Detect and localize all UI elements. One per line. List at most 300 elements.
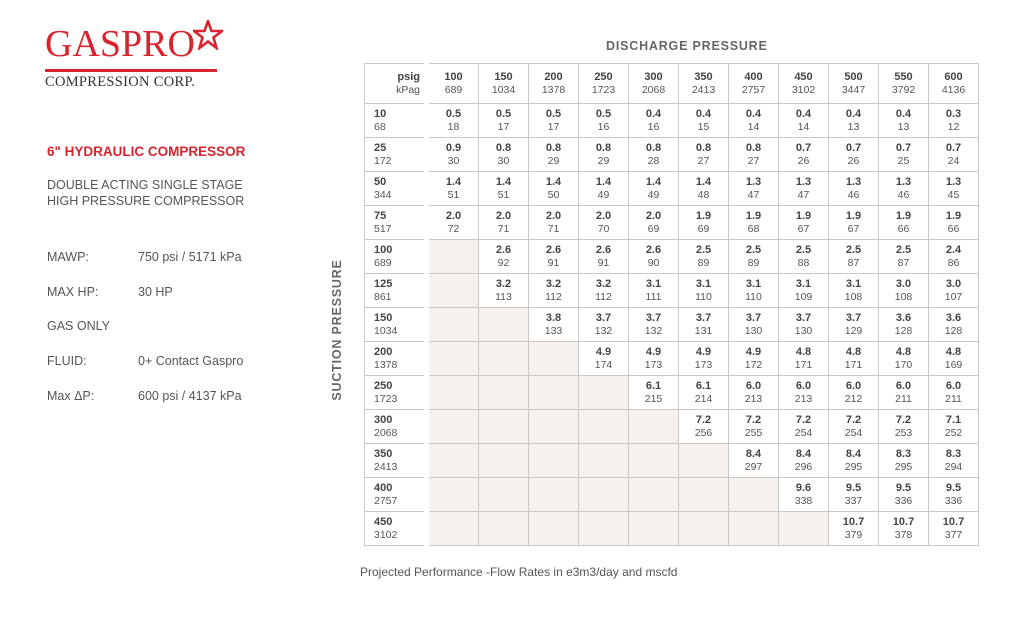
column-kpag: 689 xyxy=(444,83,463,96)
flow-e3m3: 0.8 xyxy=(645,141,662,154)
flow-e3m3: 0.4 xyxy=(895,107,912,120)
table-row xyxy=(365,376,979,410)
flow-e3m3: 2.4 xyxy=(945,243,962,256)
flow-e3m3: 4.9 xyxy=(745,345,762,358)
flow-mscfd: 45 xyxy=(947,188,960,201)
flow-cell xyxy=(427,138,479,172)
flow-mscfd: 51 xyxy=(447,188,460,201)
row-psig: 250 xyxy=(374,379,393,392)
flow-e3m3: 0.5 xyxy=(595,107,612,120)
flow-mscfd: 46 xyxy=(897,188,910,201)
flow-mscfd: 212 xyxy=(844,392,863,405)
flow-mscfd: 214 xyxy=(694,392,713,405)
flow-mscfd: 108 xyxy=(844,290,863,303)
column-kpag: 2413 xyxy=(691,83,716,96)
flow-e3m3: 0.5 xyxy=(545,107,562,120)
row-psig: 75 xyxy=(374,209,387,222)
flow-mscfd: 29 xyxy=(597,154,610,167)
flow-e3m3: 1.9 xyxy=(745,209,762,222)
flow-e3m3: 3.7 xyxy=(595,311,612,324)
flow-cell xyxy=(479,206,529,240)
flow-e3m3: 3.7 xyxy=(745,311,762,324)
flow-mscfd: 30 xyxy=(447,154,460,167)
row-header xyxy=(365,172,427,206)
column-kpag: 3102 xyxy=(791,83,816,96)
flow-cell xyxy=(779,410,829,444)
row-header xyxy=(365,240,427,274)
description-line-2: HIGH PRESSURE COMPRESSOR xyxy=(47,193,245,208)
flow-cell xyxy=(529,104,579,138)
flow-e3m3: 2.5 xyxy=(745,243,762,256)
flow-mscfd: 17 xyxy=(497,120,510,133)
spec-value: 600 psi / 4137 kPa xyxy=(138,389,242,403)
flow-mscfd: 379 xyxy=(844,528,863,541)
flow-cell xyxy=(529,240,579,274)
flow-cell xyxy=(629,138,679,172)
flow-e3m3: 8.3 xyxy=(895,447,912,460)
flow-cell xyxy=(729,308,779,342)
flow-cell xyxy=(879,172,929,206)
row-header xyxy=(365,512,427,546)
flow-e3m3: 0.8 xyxy=(545,141,562,154)
row-kpag: 344 xyxy=(374,188,392,201)
flow-e3m3: 7.2 xyxy=(695,413,712,426)
flow-cell xyxy=(427,104,479,138)
flow-e3m3: 8.4 xyxy=(795,447,812,460)
flow-cell xyxy=(729,342,779,376)
flow-mscfd: 66 xyxy=(897,222,910,235)
flow-cell xyxy=(679,206,729,240)
spec-label: MAX HP: xyxy=(47,285,99,299)
flow-mscfd: 49 xyxy=(647,188,660,201)
flow-cell xyxy=(729,240,779,274)
flow-e3m3: 1.9 xyxy=(845,209,862,222)
row-psig: 50 xyxy=(374,175,387,188)
flow-cell xyxy=(779,342,829,376)
flow-mscfd: 171 xyxy=(844,358,863,371)
column-header xyxy=(729,64,779,104)
spec-label: Max ΔP: xyxy=(47,389,95,403)
flow-mscfd: 128 xyxy=(944,324,963,337)
flow-mscfd: 111 xyxy=(645,290,662,303)
flow-e3m3: 3.1 xyxy=(845,277,862,290)
flow-e3m3: 4.8 xyxy=(895,345,912,358)
table-row xyxy=(365,138,979,172)
flow-mscfd: 51 xyxy=(497,188,510,201)
empty-cell xyxy=(529,444,579,478)
flow-cell xyxy=(879,206,929,240)
flow-cell xyxy=(929,512,979,546)
column-kpag: 3447 xyxy=(841,83,866,96)
row-header xyxy=(365,206,427,240)
flow-cell xyxy=(879,444,929,478)
flow-cell xyxy=(579,138,629,172)
flow-e3m3: 0.9 xyxy=(445,141,462,154)
flow-mscfd: 91 xyxy=(597,256,610,269)
flow-cell xyxy=(929,342,979,376)
flow-e3m3: 1.9 xyxy=(695,209,712,222)
flow-e3m3: 1.4 xyxy=(495,175,512,188)
flow-mscfd: 29 xyxy=(547,154,560,167)
empty-cell xyxy=(579,444,629,478)
row-psig: 150 xyxy=(374,311,393,324)
flow-mscfd: 91 xyxy=(547,256,560,269)
flow-e3m3: 0.4 xyxy=(795,107,812,120)
flow-cell xyxy=(629,342,679,376)
flow-cell xyxy=(479,138,529,172)
empty-cell xyxy=(479,410,529,444)
flow-cell xyxy=(729,104,779,138)
flow-mscfd: 110 xyxy=(745,290,762,303)
flow-cell xyxy=(729,376,779,410)
row-psig: 200 xyxy=(374,345,393,358)
column-psig: 150 xyxy=(494,70,513,83)
flow-e3m3: 10.7 xyxy=(892,515,915,528)
column-header xyxy=(929,64,979,104)
column-psig: 400 xyxy=(744,70,763,83)
flow-cell xyxy=(929,104,979,138)
column-kpag: 1034 xyxy=(491,83,516,96)
row-header xyxy=(365,274,427,308)
flow-mscfd: 108 xyxy=(894,290,913,303)
row-psig: 300 xyxy=(374,413,393,426)
row-kpag: 1034 xyxy=(374,324,398,337)
flow-cell xyxy=(629,206,679,240)
flow-mscfd: 46 xyxy=(847,188,860,201)
flow-e3m3: 0.7 xyxy=(895,141,912,154)
empty-cell xyxy=(629,512,679,546)
flow-mscfd: 337 xyxy=(844,494,863,507)
flow-mscfd: 133 xyxy=(544,324,563,337)
flow-e3m3: 0.3 xyxy=(945,107,962,120)
flow-cell xyxy=(629,104,679,138)
flow-cell xyxy=(579,274,629,308)
column-kpag: 2068 xyxy=(641,83,666,96)
flow-e3m3: 2.5 xyxy=(695,243,712,256)
row-header xyxy=(365,478,427,512)
flow-cell xyxy=(879,410,929,444)
flow-e3m3: 3.2 xyxy=(495,277,512,290)
flow-e3m3: 9.5 xyxy=(895,481,912,494)
flow-cell xyxy=(829,240,879,274)
flow-mscfd: 13 xyxy=(847,120,860,133)
flow-e3m3: 2.0 xyxy=(645,209,662,222)
flow-mscfd: 378 xyxy=(894,528,913,541)
unit-header xyxy=(365,64,427,104)
empty-cell xyxy=(427,512,479,546)
empty-cell xyxy=(427,444,479,478)
table-row xyxy=(365,444,979,478)
flow-mscfd: 92 xyxy=(497,256,510,269)
flow-e3m3: 3.7 xyxy=(645,311,662,324)
flow-mscfd: 336 xyxy=(944,494,963,507)
column-kpag: 1378 xyxy=(541,83,566,96)
empty-cell xyxy=(679,444,729,478)
flow-e3m3: 3.7 xyxy=(795,311,812,324)
flow-mscfd: 49 xyxy=(597,188,610,201)
flow-cell xyxy=(779,308,829,342)
flow-e3m3: 2.0 xyxy=(495,209,512,222)
flow-cell xyxy=(679,376,729,410)
empty-cell xyxy=(629,444,679,478)
column-header xyxy=(479,64,529,104)
flow-cell xyxy=(879,342,929,376)
empty-cell xyxy=(579,410,629,444)
flow-e3m3: 1.4 xyxy=(445,175,462,188)
flow-mscfd: 16 xyxy=(647,120,660,133)
column-header xyxy=(679,64,729,104)
flow-e3m3: 6.0 xyxy=(895,379,912,392)
spec-max-dp xyxy=(47,389,242,403)
spec-label: GAS ONLY xyxy=(47,319,110,333)
flow-mscfd: 14 xyxy=(747,120,760,133)
flow-mscfd: 297 xyxy=(744,460,763,473)
row-kpag: 2757 xyxy=(374,494,398,507)
row-kpag: 68 xyxy=(374,120,386,133)
flow-cell xyxy=(929,172,979,206)
flow-e3m3: 6.1 xyxy=(695,379,712,392)
flow-mscfd: 112 xyxy=(545,290,562,303)
logo-subtitle: COMPRESSION CORP. xyxy=(45,74,196,90)
flow-mscfd: 130 xyxy=(744,324,763,337)
column-psig: 600 xyxy=(944,70,963,83)
flow-e3m3: 1.3 xyxy=(895,175,912,188)
flow-mscfd: 25 xyxy=(897,154,910,167)
flow-mscfd: 86 xyxy=(947,256,960,269)
flow-e3m3: 1.3 xyxy=(945,175,962,188)
flow-e3m3: 2.6 xyxy=(595,243,612,256)
flow-mscfd: 173 xyxy=(694,358,713,371)
flow-cell xyxy=(879,104,929,138)
flow-mscfd: 174 xyxy=(594,358,613,371)
flow-mscfd: 70 xyxy=(597,222,610,235)
flow-e3m3: 3.2 xyxy=(545,277,562,290)
table-row xyxy=(365,308,979,342)
flow-mscfd: 129 xyxy=(844,324,863,337)
flow-cell xyxy=(879,274,929,308)
flow-mscfd: 18 xyxy=(447,120,460,133)
flow-mscfd: 16 xyxy=(597,120,610,133)
flow-e3m3: 4.9 xyxy=(695,345,712,358)
empty-cell xyxy=(479,444,529,478)
flow-e3m3: 3.7 xyxy=(845,311,862,324)
flow-mscfd: 253 xyxy=(894,426,913,439)
flow-mscfd: 68 xyxy=(747,222,760,235)
flow-cell xyxy=(879,478,929,512)
flow-cell xyxy=(629,172,679,206)
flow-cell xyxy=(929,138,979,172)
flow-e3m3: 2.5 xyxy=(795,243,812,256)
table-row xyxy=(365,512,979,546)
column-header xyxy=(779,64,829,104)
spec-label: FLUID: xyxy=(47,354,87,368)
flow-cell xyxy=(679,104,729,138)
flow-mscfd: 170 xyxy=(894,358,913,371)
empty-cell xyxy=(479,512,529,546)
flow-mscfd: 169 xyxy=(944,358,963,371)
flow-e3m3: 7.2 xyxy=(895,413,912,426)
column-header xyxy=(829,64,879,104)
column-kpag: 1723 xyxy=(591,83,616,96)
row-header xyxy=(365,138,427,172)
flow-cell xyxy=(879,512,929,546)
flow-cell xyxy=(529,308,579,342)
flow-e3m3: 4.8 xyxy=(795,345,812,358)
flow-cell xyxy=(729,410,779,444)
flow-cell xyxy=(929,308,979,342)
flow-cell xyxy=(779,104,829,138)
flow-cell xyxy=(929,240,979,274)
empty-cell xyxy=(529,376,579,410)
flow-mscfd: 67 xyxy=(847,222,860,235)
flow-cell xyxy=(779,206,829,240)
flow-e3m3: 2.0 xyxy=(445,209,462,222)
row-kpag: 861 xyxy=(374,290,392,303)
spec-label: MAWP: xyxy=(47,250,89,264)
flow-cell xyxy=(427,172,479,206)
suction-pressure-label: SUCTION PRESSURE xyxy=(330,259,344,401)
flow-mscfd: 213 xyxy=(794,392,813,405)
column-psig: 350 xyxy=(694,70,713,83)
spec-value: 750 psi / 5171 kPa xyxy=(138,250,242,264)
flow-e3m3: 0.4 xyxy=(695,107,712,120)
flow-mscfd: 30 xyxy=(497,154,510,167)
empty-cell xyxy=(427,240,479,274)
flow-mscfd: 89 xyxy=(697,256,710,269)
flow-cell xyxy=(779,172,829,206)
product-title: 6" HYDRAULIC COMPRESSOR xyxy=(47,144,246,159)
row-header xyxy=(365,308,427,342)
flow-mscfd: 254 xyxy=(794,426,813,439)
empty-cell xyxy=(427,342,479,376)
flow-cell xyxy=(729,274,779,308)
flow-e3m3: 0.8 xyxy=(595,141,612,154)
flow-e3m3: 1.4 xyxy=(545,175,562,188)
flow-e3m3: 4.9 xyxy=(645,345,662,358)
flow-mscfd: 171 xyxy=(794,358,813,371)
flow-cell xyxy=(929,444,979,478)
flow-e3m3: 2.5 xyxy=(895,243,912,256)
flow-e3m3: 0.7 xyxy=(945,141,962,154)
flow-e3m3: 0.4 xyxy=(745,107,762,120)
row-psig: 25 xyxy=(374,141,387,154)
flow-e3m3: 0.8 xyxy=(745,141,762,154)
flow-e3m3: 3.0 xyxy=(895,277,912,290)
flow-mscfd: 338 xyxy=(794,494,813,507)
flow-cell xyxy=(629,274,679,308)
flow-cell xyxy=(729,444,779,478)
row-kpag: 517 xyxy=(374,222,392,235)
flow-cell xyxy=(929,410,979,444)
flow-e3m3: 3.0 xyxy=(945,277,962,290)
flow-e3m3: 1.4 xyxy=(695,175,712,188)
flow-e3m3: 3.1 xyxy=(645,277,662,290)
flow-mscfd: 14 xyxy=(797,120,810,133)
flow-e3m3: 0.4 xyxy=(845,107,862,120)
flow-e3m3: 1.9 xyxy=(795,209,812,222)
flow-mscfd: 26 xyxy=(847,154,860,167)
spec-mawp xyxy=(47,250,242,264)
flow-mscfd: 112 xyxy=(595,290,612,303)
flow-cell xyxy=(679,410,729,444)
empty-cell xyxy=(529,478,579,512)
flow-e3m3: 4.9 xyxy=(595,345,612,358)
flow-cell xyxy=(779,138,829,172)
empty-cell xyxy=(579,478,629,512)
table-row xyxy=(365,274,979,308)
row-kpag: 1378 xyxy=(374,358,398,371)
flow-cell xyxy=(679,138,729,172)
flow-cell xyxy=(779,376,829,410)
flow-cell xyxy=(529,206,579,240)
row-header xyxy=(365,410,427,444)
flow-e3m3: 3.8 xyxy=(545,311,562,324)
row-header xyxy=(365,376,427,410)
flow-e3m3: 1.3 xyxy=(845,175,862,188)
flow-mscfd: 48 xyxy=(697,188,710,201)
column-kpag: 2757 xyxy=(741,83,766,96)
flow-mscfd: 128 xyxy=(894,324,913,337)
unit-kpag: kPag xyxy=(396,83,420,96)
flow-cell xyxy=(879,138,929,172)
flow-cell xyxy=(729,172,779,206)
column-header xyxy=(579,64,629,104)
row-kpag: 2068 xyxy=(374,426,398,439)
table-row xyxy=(365,478,979,512)
flow-cell xyxy=(679,240,729,274)
row-kpag: 3102 xyxy=(374,528,398,541)
flow-mscfd: 69 xyxy=(647,222,660,235)
flow-mscfd: 90 xyxy=(647,256,660,269)
flow-mscfd: 24 xyxy=(947,154,960,167)
flow-e3m3: 3.7 xyxy=(695,311,712,324)
flow-cell xyxy=(529,274,579,308)
flow-e3m3: 1.3 xyxy=(795,175,812,188)
flow-mscfd: 17 xyxy=(547,120,560,133)
product-description xyxy=(47,178,244,209)
flow-mscfd: 109 xyxy=(794,290,813,303)
flow-mscfd: 13 xyxy=(897,120,910,133)
flow-e3m3: 1.9 xyxy=(945,209,962,222)
flow-mscfd: 69 xyxy=(697,222,710,235)
flow-cell xyxy=(479,274,529,308)
flow-cell xyxy=(529,172,579,206)
flow-mscfd: 130 xyxy=(794,324,813,337)
flow-mscfd: 12 xyxy=(947,120,960,133)
flow-cell xyxy=(579,104,629,138)
flow-mscfd: 215 xyxy=(644,392,663,405)
flow-mscfd: 295 xyxy=(844,460,863,473)
column-psig: 100 xyxy=(444,70,463,83)
empty-cell xyxy=(427,308,479,342)
table-row xyxy=(365,342,979,376)
row-kpag: 2413 xyxy=(374,460,398,473)
flow-cell xyxy=(879,240,929,274)
star-icon xyxy=(193,20,223,50)
flow-cell xyxy=(479,172,529,206)
flow-mscfd: 71 xyxy=(547,222,560,235)
empty-cell xyxy=(579,512,629,546)
flow-cell xyxy=(779,478,829,512)
flow-cell xyxy=(829,172,879,206)
empty-cell xyxy=(479,478,529,512)
discharge-pressure-label: DISCHARGE PRESSURE xyxy=(606,39,768,53)
table-row xyxy=(365,240,979,274)
empty-cell xyxy=(729,512,779,546)
flow-mscfd: 252 xyxy=(944,426,963,439)
row-kpag: 172 xyxy=(374,154,392,167)
flow-mscfd: 113 xyxy=(495,290,512,303)
